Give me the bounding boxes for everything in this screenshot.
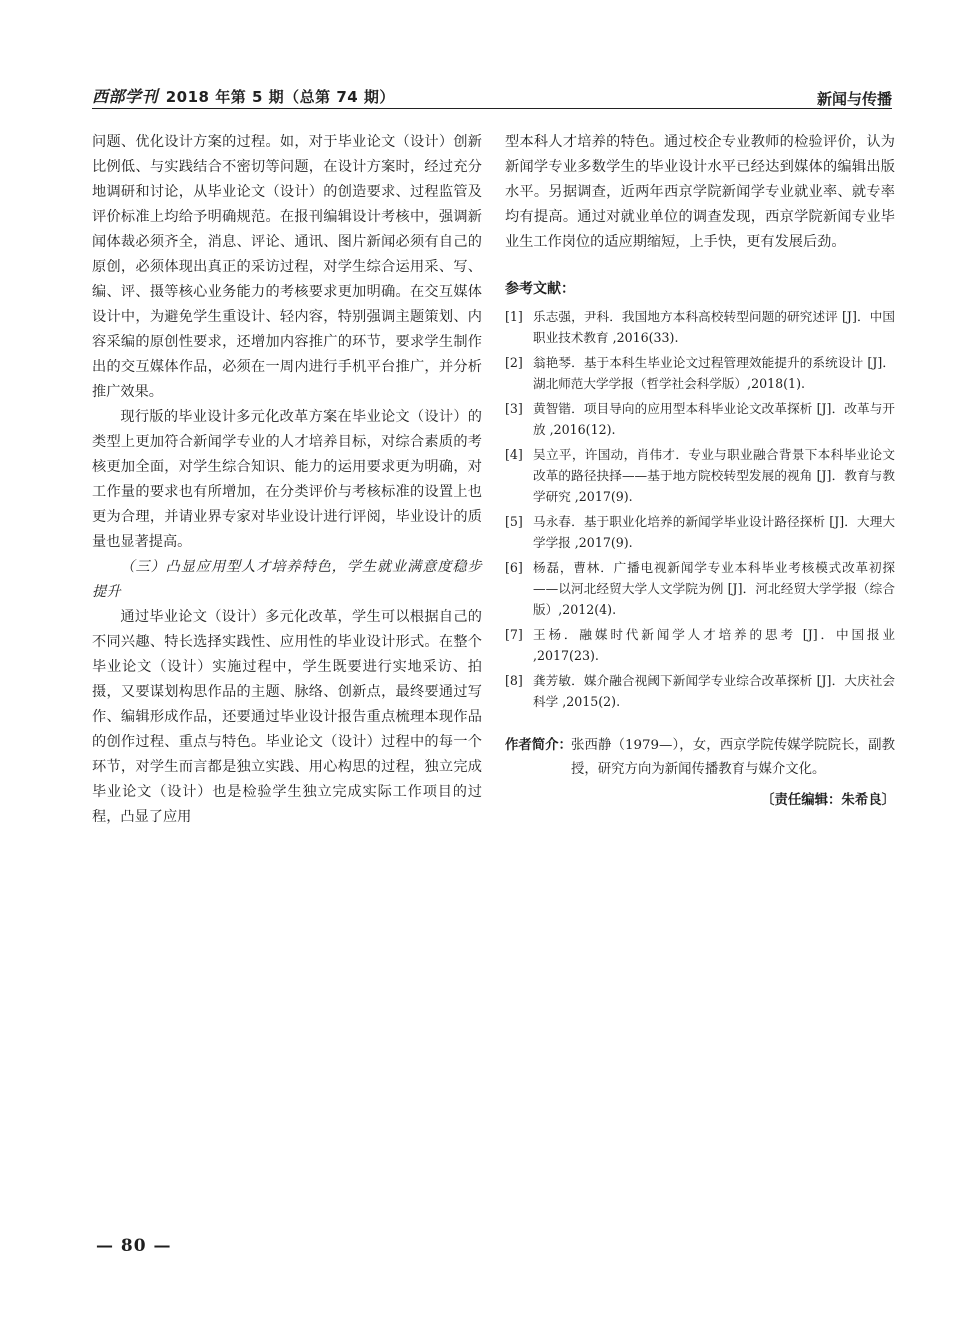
section-subheading: （三）凸显应用型人才培养特色，学生就业满意度稳步提升 xyxy=(92,559,482,600)
reference-number: [8] xyxy=(505,673,523,688)
reference-text: 杨磊，曹林．广播电视新闻学专业本科毕业考核模式改革初探——以河北经贸大学人文学院为例 [J]．河北经贸大学学报（综合版）,2012(4). xyxy=(533,560,895,617)
left-column xyxy=(92,130,482,830)
reference-text: 吴立平，许国动，肖伟才．专业与职业融合背景下本科毕业论文改革的路径抉择——基于地方院校转型发展的视角 [J]．教育与教学研究 ,2017(9). xyxy=(533,447,895,504)
reference-item xyxy=(505,352,895,394)
reference-list xyxy=(505,306,895,712)
reference-item xyxy=(505,511,895,553)
reference-number: [6] xyxy=(505,560,523,575)
responsible-editor: 〔责任编辑：朱希良〕 xyxy=(761,793,895,808)
reference-text: 王杨．融媒时代新闻学人才培养的思考 [J]．中国报业 ,2017(23). xyxy=(533,627,895,663)
reference-item xyxy=(505,306,895,348)
reference-item xyxy=(505,398,895,440)
reference-number: [2] xyxy=(505,355,523,370)
running-header xyxy=(92,78,892,112)
body-paragraph: 现行版的毕业设计多元化改革方案在毕业论文（设计）的类型上更加符合新闻学专业的人才培养目标，对综合素质的考核更加全面，对学生综合知识、能力的运用要求更为明确，对工作量的要求也有所增加，在分类评价与考核标准的设置上也更为合理，并请业界专家对毕业设计进行评阅，毕业设计的质量也显著提高。 xyxy=(92,409,482,550)
right-column xyxy=(505,130,895,813)
body-paragraph: 通过毕业论文（设计）多元化改革，学生可以根据自己的不同兴趣、特长选择实践性、应用性的毕业设计形式。在整个毕业论文（设计）实施过程中，学生既要进行实地采访、拍摄，又要谋划构思作品的主题、脉络、创新点，最终要通过写作、编辑形成作品，还要通过毕业设计报告重点梳理本现作品的创作过程、重点与特色。毕业论文（设计）过程中的每一个环节，对学生而言都是独立实践、用心构思的过程，独立完成毕业论文（设计）也是检验学生独立完成实际工作项目的过程，凸显了应用 xyxy=(92,609,482,825)
reference-number: [4] xyxy=(505,447,523,462)
reference-number: [7] xyxy=(505,627,523,642)
reference-text: 马永春．基于职业化培养的新闻学毕业设计路径探析 [J]．大理大学学报 ,2017(9). xyxy=(533,514,895,550)
section-title: 新闻与传播 xyxy=(816,90,892,108)
reference-text: 黄智锴．项目导向的应用型本科毕业论文改革探析 [J]．改革与开放 ,2016(12). xyxy=(533,401,895,437)
issue-info: 2018 年第 5 期（总第 74 期） xyxy=(165,88,395,106)
page-number: — 80 — xyxy=(96,1236,172,1256)
references-heading: 参考文献： xyxy=(505,281,575,297)
reference-item xyxy=(505,670,895,712)
reference-text: 翁艳琴．基于本科生毕业论文过程管理效能提升的系统设计 [J]．湖北师范大学学报（哲学社会科学版）,2018(1). xyxy=(533,355,895,391)
header-rule xyxy=(92,108,892,109)
reference-text: 乐志强，尹科．我国地方本科高校转型问题的研究述评 [J]．中国职业技术教育 ,2016(33). xyxy=(533,309,895,345)
author-bio-label: 作者简介： xyxy=(505,738,572,753)
reference-number: [1] xyxy=(505,309,523,324)
reference-number: [3] xyxy=(505,401,523,416)
body-paragraph: 问题、优化设计方案的过程。如，对于毕业论文（设计）创新比例低、与实践结合不密切等问题，在设计方案时，经过充分地调研和讨论，从毕业论文（设计）的创造要求、过程监管及评价标准上均给予明确规范。在报刊编辑设计考核中，强调新闻体裁必须齐全，消息、评论、通讯、图片新闻必须有自己的原创，必须体现出真正的采访过程，对学生综合运用采、写、编、评、摄等核心业务能力的考核要求更加明确。在交互媒体设计中，为避免学生重设计、轻内容，特别强调主题策划、内容采编的原创性要求，还增加内容推广的环节，要求学生制作出的交互媒体作品，必须在一周内进行手机平台推广，并分析推广效果。 xyxy=(92,134,482,400)
reference-number: [5] xyxy=(505,514,523,529)
author-bio-text: 张西静（1979—），女，西京学院传媒学院院长，副教授，研究方向为新闻传播教育与媒介文化。 xyxy=(571,738,895,777)
reference-item xyxy=(505,444,895,507)
body-paragraph: 型本科人才培养的特色。通过校企专业教师的检验评价，认为新闻学专业多数学生的毕业设计水平已经达到媒体的编辑出版水平。另据调查，近两年西京学院新闻学专业就业率、就专率均有提高。通过对就业单位的调查发现，西京学院新闻专业毕业生工作岗位的适应期缩短，上手快，更有发展后劲。 xyxy=(505,134,895,250)
author-bio xyxy=(505,734,895,782)
reference-item xyxy=(505,557,895,620)
reference-item xyxy=(505,624,895,666)
reference-text: 龚芳敏．媒介融合视阈下新闻学专业综合改革探析 [J]．大庆社会科学 ,2015(2). xyxy=(533,673,895,709)
journal-issue-line xyxy=(92,84,395,107)
journal-logo: 西部学刊 xyxy=(92,87,159,106)
